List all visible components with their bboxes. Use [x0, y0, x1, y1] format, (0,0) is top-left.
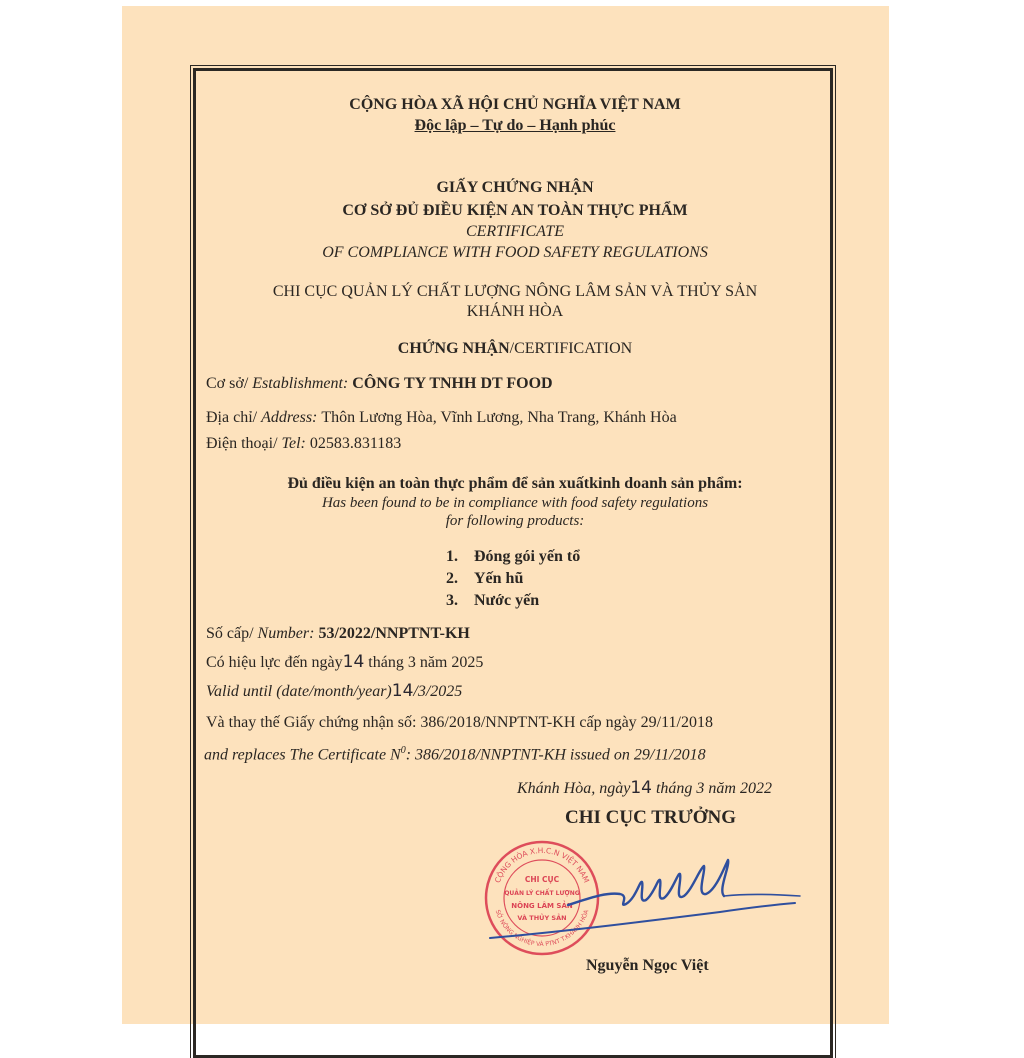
- stamp-line-2: QUẢN LÝ CHẤT LƯỢNG: [504, 890, 580, 897]
- compliance-en-1: Has been found to be in compliance with food safety regulations: [321, 495, 709, 511]
- phone-label-en: Tel:: [281, 435, 310, 452]
- compliance-vi: Đủ điều kiện an toàn thực phẩm để sản xuấtkinh doanh sản phẩm:: [287, 475, 743, 492]
- title-vi-1: GIẤY CHỨNG NHẬN: [436, 179, 594, 196]
- issuer-line-2: KHÁNH HÒA: [466, 303, 564, 320]
- title-en-2: OF COMPLIANCE WITH FOOD SAFETY REGULATIONS: [322, 244, 708, 261]
- establishment-label-en: Establishment:: [252, 375, 353, 392]
- number-value: 53/2022/NNPTNT-KH: [318, 625, 470, 642]
- stamp-line-3: NÔNG LÂM SẢN: [511, 902, 573, 910]
- establishment-value: CÔNG TY TNHH DT FOOD: [352, 375, 553, 392]
- phone-label-vi: Điện thoại/: [206, 435, 282, 452]
- product-name: Nước yến: [474, 592, 540, 609]
- motto: [200, 116, 830, 136]
- signing-day: 14: [630, 778, 652, 798]
- stamp-bottom-text: SỞ NÔNG NGHIỆP VÀ PTNT T.KHÁNH HÒA: [493, 909, 591, 949]
- signing-place-prefix: Khánh Hòa, ngày: [517, 780, 631, 797]
- validity-vi-day: 14: [342, 652, 365, 672]
- title-en-1: CERTIFICATE: [465, 223, 565, 240]
- product-number: 3.: [446, 592, 458, 609]
- signing-place-suffix: tháng 3 năm 2022: [651, 780, 772, 797]
- replaces-en-prefix: and replaces The Certificate N: [204, 746, 401, 764]
- establishment-row: [206, 374, 553, 394]
- certification-vi: CHỨNG NHẬN: [397, 340, 510, 357]
- validity-en-row: [206, 681, 462, 702]
- signing-place-date: [517, 778, 772, 799]
- validity-en-prefix: Valid until (date/month/year): [206, 683, 392, 700]
- motto-text: Độc lập – Tự do – Hạnh phúc: [414, 117, 616, 134]
- certification-heading: [200, 339, 830, 359]
- phone-value: 02583.831183: [309, 435, 402, 452]
- number-label-en: Number:: [257, 625, 319, 642]
- validity-en-suffix: /3/2025: [413, 683, 463, 700]
- product-number: 2.: [446, 570, 458, 587]
- product-name: Đóng gói yến tổ: [474, 548, 581, 565]
- signer-name: Nguyễn Ngọc Việt: [586, 957, 709, 974]
- country-header: CỘNG HÒA XÃ HỘI CHỦ NGHĨA VIỆT NAM: [349, 96, 681, 113]
- certification-en: /CERTIFICATION: [509, 340, 633, 357]
- signer-position: CHI CỤC TRƯỞNG: [565, 807, 737, 828]
- product-list: [446, 546, 580, 612]
- address-label-en: Address:: [261, 409, 322, 426]
- replaces-en-suffix: : 386/2018/NNPTNT-KH issued on 29/11/2018: [405, 746, 706, 764]
- validity-vi-prefix: Có hiệu lực đến ngày: [206, 654, 343, 671]
- title-vi-2: CƠ SỞ ĐỦ ĐIỀU KIỆN AN TOÀN THỰC PHẨM: [342, 202, 688, 219]
- list-item: [446, 590, 580, 612]
- issuer-line-1: CHI CỤC QUẢN LÝ CHẤT LƯỢNG NÔNG LÂM SẢN VÀ THỦY SẢN: [272, 283, 758, 300]
- phone-row: [206, 434, 401, 454]
- validity-en-day: 14: [391, 681, 414, 701]
- address-value: Thôn Lương Hòa, Vĩnh Lương, Nha Trang, Khánh Hòa: [321, 409, 677, 426]
- replaces-en-sup: 0: [400, 745, 406, 756]
- address-row: [206, 408, 677, 428]
- stamp-outer-text: CỘNG HÒA X.H.C.N VIỆT NAM: [492, 845, 592, 885]
- list-item: [446, 546, 580, 568]
- replaces-en-row: [204, 741, 706, 765]
- validity-vi-suffix: tháng 3 năm 2025: [364, 654, 484, 671]
- number-row: [206, 624, 470, 644]
- address-label-vi: Địa chỉ/: [206, 409, 262, 426]
- list-item: [446, 568, 580, 590]
- number-label-vi: Số cấp/: [206, 625, 258, 642]
- stamp-line-1: CHI CỤC: [524, 875, 560, 884]
- validity-vi-row: [206, 652, 483, 673]
- signature-icon: [480, 850, 810, 945]
- establishment-label-vi: Cơ sở/: [206, 375, 253, 392]
- product-number: 1.: [446, 548, 458, 565]
- replaces-vi: Và thay thế Giấy chứng nhận số: 386/2018/NNPTNT-KH cấp ngày 29/11/2018: [206, 714, 713, 731]
- product-name: Yến hũ: [474, 570, 524, 587]
- stamp-line-4: VÀ THỦY SẢN: [517, 914, 567, 922]
- compliance-en-2: for following products:: [445, 513, 585, 529]
